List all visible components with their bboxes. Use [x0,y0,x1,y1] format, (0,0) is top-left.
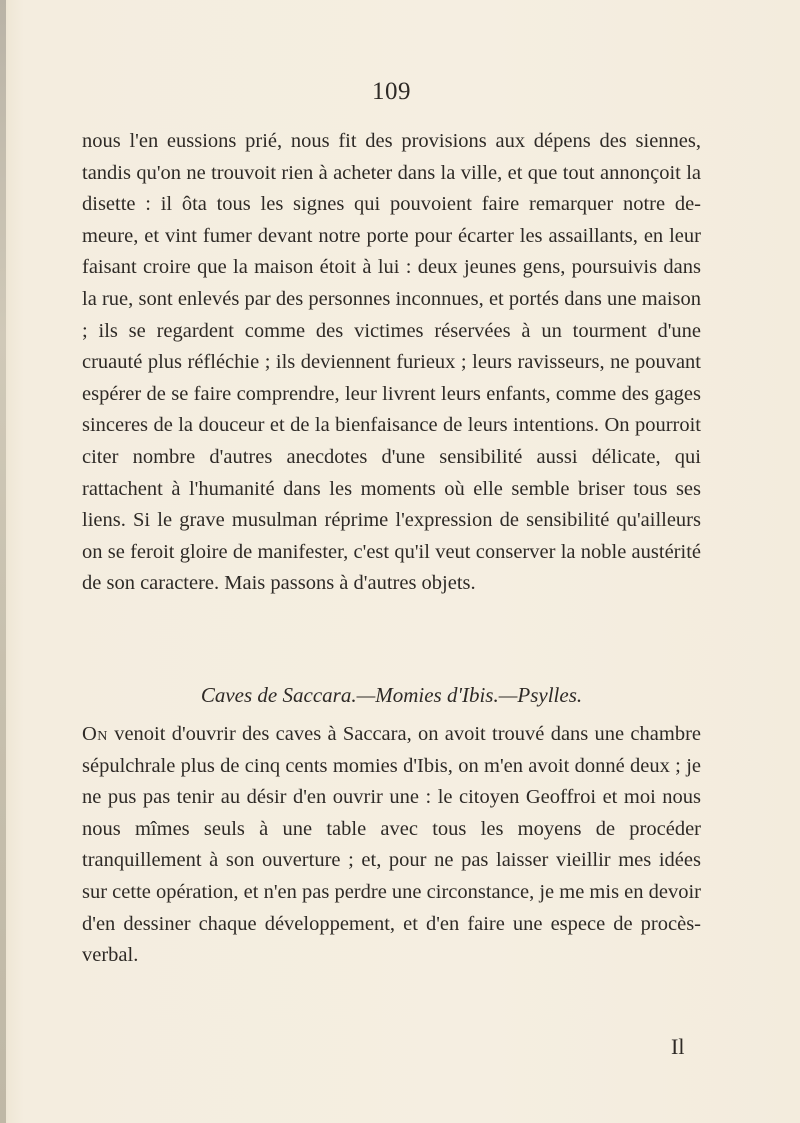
paragraph-1: nous l'en eussions prié, nous fit des provisions aux dépens des siennes, tandis qu'on ne trouvoit rien à acheter dans la ville, et que tout annonçoit la disette : il ôta tous les signes qui pouvoient faire remarquer notre de- meure, et vint fumer devant notre porte pour écarter les assaillants, en leur faisant croire que la maison étoit à lui : deux jeunes gens, poursuivis dans la rue, sont enlevés par des personnes inconnues, et portés dans une maison ; ils se regardent comme des victimes réservées à un tourment d'une cruauté plus réfléchie ; ils deviennent furieux ; leurs ravisseurs, ne pouvant espérer de se faire comprendre, leur livrent leurs enfants, comme des gages sinceres de la douceur et de la bienfaisance de leurs intentions. On pourroit citer nombre d'autres anecdotes d'une sensibilité aussi délicate, qui rattachent à l'humanité dans les moments où elle semble briser tous ses liens. Si le grave musulman réprime l'expression de sensibilité qu'ailleurs on se feroit gloire de manifester, c'est qu'il veut conserver la noble austérité de son caractere. Mais passons à d'autres objets. [82,130,701,595]
section-heading: Caves de Saccara.—Momies d'Ibis.—Psylles. [200,683,583,707]
paragraph-2-first-word: On [82,723,108,745]
page-binding-edge [0,0,6,1123]
catchword: Il [671,1034,685,1059]
paragraph-2-text: venoit d'ouvrir des caves à Saccara, on avoit trouvé dans une chambre sépulchrale plus de cinq cents momies d'Ibis, on m'en avoit donné deux ; je ne pus pas tenir au désir d'en ouvrir une : le citoyen Geoffroi et moi nous nous mîmes seuls à une table avec tous les moyens de procéder tranquillement à son ouverture ; et, pour ne pas laisser vieillir mes idées sur cette opération, et n'en pas perdre une circonstance, je me mis en devoir d'en dessiner chaque développement, et d'en faire une espece de procès-verbal. [82,723,702,967]
page-number: 109 [372,78,411,105]
paragraph-2 [82,719,701,972]
